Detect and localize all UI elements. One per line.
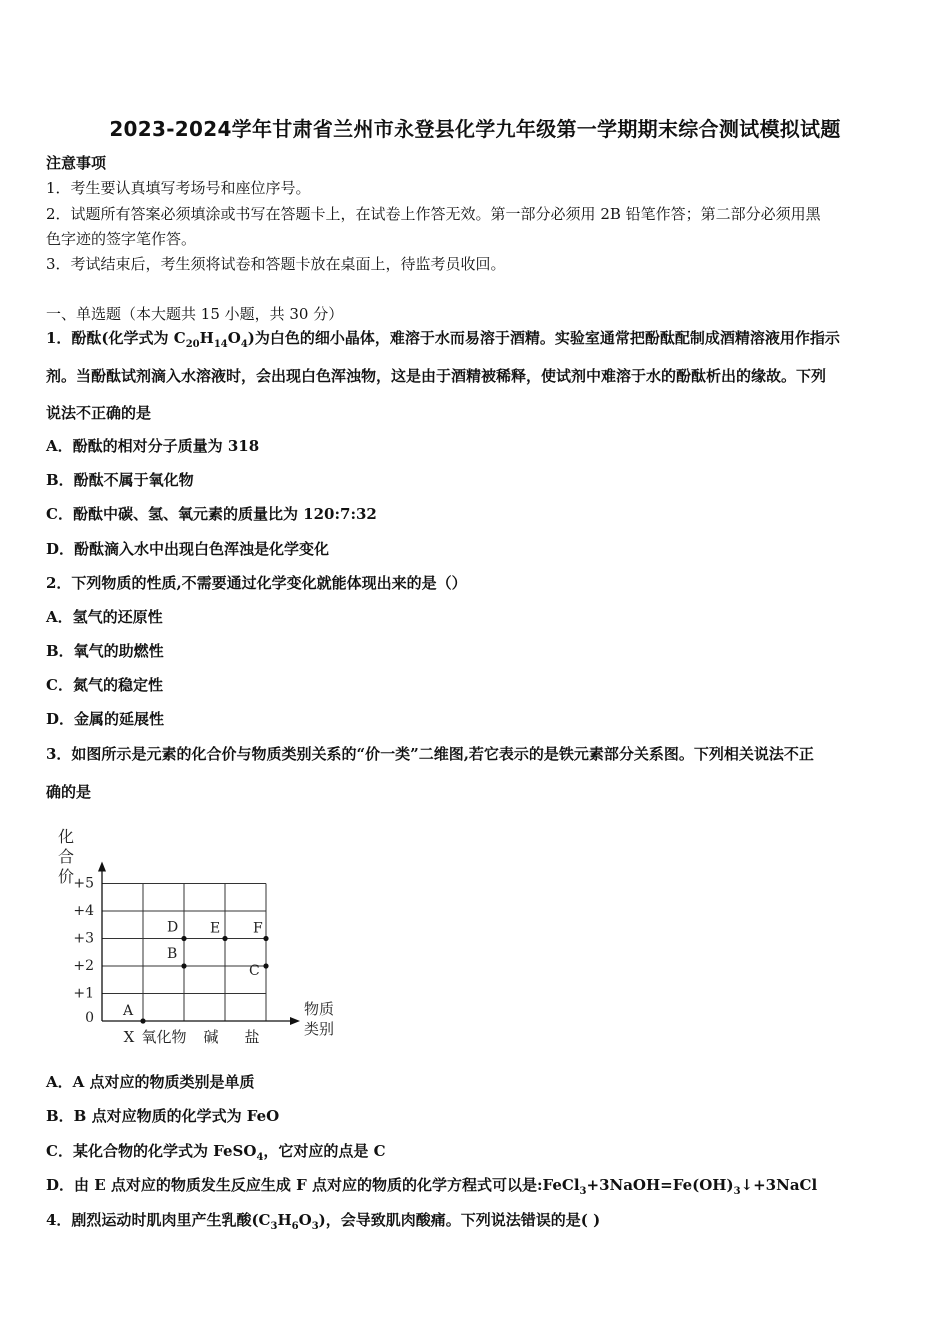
notice-heading: 注意事项 (46, 154, 107, 172)
q3-option-c: C．某化合物的化学式为 FeSO$_4$，它对应的点是 C (46, 1142, 386, 1163)
section-heading: 一、单选题（本大题共 15 小题，共 30 分） (46, 305, 344, 323)
point-label-D: D (167, 919, 179, 936)
q1-line-1: 1．酚酞(化学式为 $C_{20}H_{14}O_4$)为白色的细小晶体，难溶于水而易溶于酒精。实验室通常把酚酞配制成酒精溶液用作指示 (46, 329, 840, 350)
notice-item-1: 1．考生要认真填写考场号和座位序号。 (46, 179, 311, 197)
y-axis-label (58, 827, 74, 886)
q2-option-d: D．金属的延展性 (46, 710, 165, 728)
q1-line-3: 说法不正确的是 (46, 404, 152, 422)
q2-option-a: A．氢气的还原性 (46, 608, 163, 626)
q3-option-a: A．A 点对应的物质类别是单质 (46, 1073, 255, 1091)
q3-line-2: 确的是 (46, 783, 92, 801)
x-axis-label (304, 1000, 334, 1038)
chart-grid (102, 884, 266, 1022)
y-axis-arrow (98, 862, 106, 872)
point-label-C: C (249, 963, 260, 979)
valence-class-chart (44, 820, 344, 1052)
page-title: 2023-2024学年甘肃省兰州市永登县化学九年级第一学期期末综合测试模拟试题 (109, 117, 841, 141)
notice-item-3: 3．考试结束后，考生须将试卷和答题卡放在桌面上，待监考员收回。 (46, 255, 506, 273)
notice-item-2-cont: 色字迹的签字笔作答。 (46, 230, 197, 248)
q4-stem: 4．剧烈运动时肌肉里产生乳酸$(C_3H_6O_3)$，会导致肌肉酸痛。下列说法错误的是( ) (46, 1211, 601, 1232)
x-axis-label-line: 类别 (304, 1020, 335, 1038)
q2-stem: 2．下列物质的性质,不需要通过化学变化就能体现出来的是（） (46, 574, 467, 592)
x-axis-label-line: 物质 (304, 1000, 335, 1018)
data-point-C (263, 963, 268, 968)
point-label-B: B (167, 946, 178, 962)
data-point-E (222, 936, 227, 941)
data-point-D (181, 936, 186, 941)
y-axis-label-char: 合 (58, 847, 75, 866)
y-tick-label: +3 (73, 930, 94, 947)
y-tick-labels (73, 876, 94, 1027)
q3-option-d: D．由 E 点对应的物质发生反应生成 F 点对应的物质的化学方程式可以是$:FeCl_3+3NaOH=Fe(OH)_3↓+3NaCl$ (46, 1176, 818, 1197)
y-tick-label: +1 (73, 985, 94, 1002)
data-point-B (181, 963, 186, 968)
q3-line-1: 3．如图所示是元素的化合价与物质类别关系的“价一类”二维图,若它表示的是铁元素部分关系图。下列相关说法不正 (46, 745, 814, 763)
q1-option-d: D．酚酞滴入水中出现白色浑浊是化学变化 (46, 540, 330, 558)
q2-option-c: C．氮气的稳定性 (46, 676, 163, 694)
x-tick-labels (124, 1028, 260, 1046)
q1-option-a: A．酚酞的相对分子质量为 318 (46, 437, 260, 455)
x-axis-arrow (290, 1017, 300, 1025)
q2-option-b: B．氧气的助燃性 (46, 642, 164, 660)
point-label-F: F (253, 920, 263, 937)
x-tick-label: 氧化物 (141, 1028, 187, 1046)
y-tick-label: 0 (85, 1010, 94, 1026)
x-tick-label: 盐 (244, 1028, 260, 1046)
y-tick-label: +4 (73, 903, 94, 919)
data-point-A (140, 1018, 145, 1023)
x-tick-label: 碱 (203, 1028, 219, 1046)
q3-option-b: B．B 点对应物质的化学式为 FeO (46, 1107, 280, 1125)
q1-option-c: C．酚酞中碳、氢、氧元素的质量比为 120:7:32 (46, 505, 377, 523)
point-label-A: A (123, 1003, 134, 1019)
y-tick-label: +5 (73, 875, 94, 892)
data-point-F (263, 936, 268, 941)
notice-item-2: 2．试题所有答案必须填涂或书写在答题卡上，在试卷上作答无效。第一部分必须用 2B 铅笔作答；第二部分必须用黑 (46, 205, 821, 223)
y-axis-label-char: 价 (58, 867, 75, 886)
y-axis-label-char: 化 (58, 827, 75, 846)
data-points (122, 920, 269, 1024)
q1-line-2: 剂。当酚酞试剂滴入水溶液时，会出现白色浑浊物，这是由于酒精被稀释，使试剂中难溶于水的酚酞析出的缘故。下列 (46, 367, 827, 385)
q1-option-b: B．酚酞不属于氧化物 (46, 471, 194, 489)
chart-axes (98, 862, 300, 1026)
point-label-E: E (210, 920, 221, 937)
x-tick-label: X (123, 1028, 135, 1046)
y-tick-label: +2 (73, 958, 94, 974)
